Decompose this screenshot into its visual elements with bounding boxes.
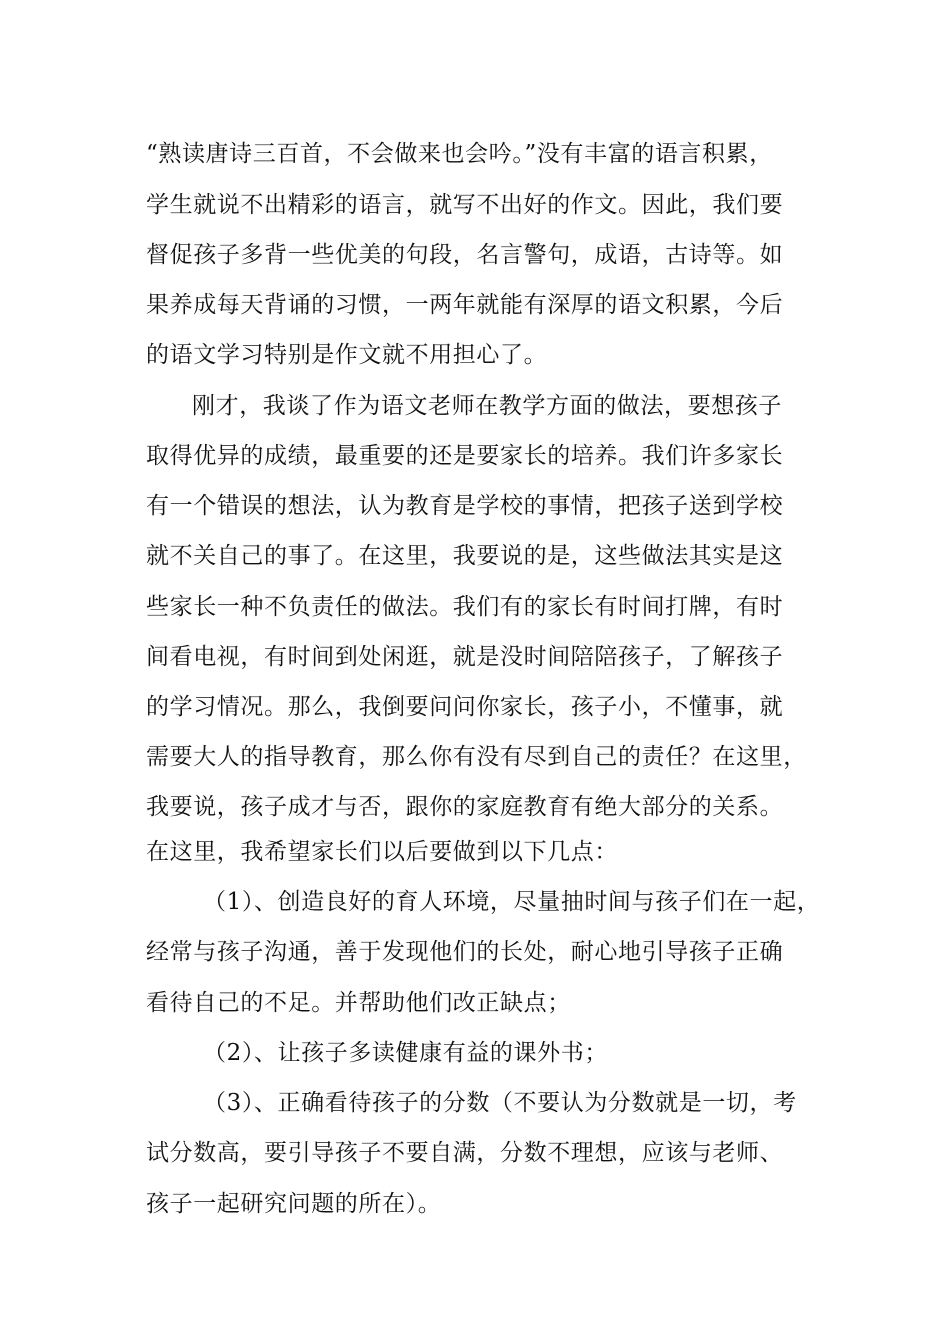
- paragraph-1-line-1: “熟读唐诗三百首，不会做来也会吟。”没有丰富的语言积累，: [146, 141, 773, 167]
- paragraph-1-line-2: 学生就说不出精彩的语言，就写不出好的作文。因此，我们要: [146, 192, 784, 218]
- list-item-3-line-2: 试分数高，要引导孩子不要自满，分数不理想，应该与老师、: [146, 1140, 784, 1166]
- paragraph-1-line-5: 的语文学习特别是作文就不用担心了。: [146, 342, 548, 368]
- paragraph-2-line-1: 刚才，我谈了作为语文老师在教学方面的做法，要想孩子: [192, 393, 782, 419]
- paragraph-2-line-8: 需要大人的指导教育，那么你有没有尽到自己的责任？在这里，: [146, 744, 807, 770]
- list-item-1-line-2: 经常与孩子沟通，善于发现他们的长处，耐心地引导孩子正确: [146, 939, 784, 965]
- list-item-1-line-3: 看待自己的不足。并帮助他们改正缺点；: [146, 990, 571, 1016]
- list-item-2-line-1: （2）、让孩子多读健康有益的课外书；: [203, 1040, 608, 1066]
- paragraph-2-line-2: 取得优异的成绩，最重要的还是要家长的培养。我们许多家长: [146, 443, 784, 469]
- list-item-3-line-3: 孩子一起研究问题的所在）。: [146, 1191, 442, 1217]
- list-item-1-line-1: （1）、创造良好的育人环境，尽量抽时间与孩子们在一起，: [203, 889, 821, 915]
- paragraph-2-line-5: 些家长一种不负责任的做法。我们有的家长有时间打牌，有时: [146, 594, 784, 620]
- paragraph-3-line-1: 在这里，我希望家长们以后要做到以下几点：: [146, 839, 618, 865]
- paragraph-2-line-6: 间看电视，有时间到处闲逛，就是没时间陪陪孩子，了解孩子: [146, 644, 784, 670]
- paragraph-2-line-7: 的学习情况。那么，我倒要问问你家长，孩子小，不懂事，就: [146, 694, 784, 720]
- paragraph-1-line-3: 督促孩子多背一些优美的句段，名言警句，成语，古诗等。如: [146, 242, 784, 268]
- paragraph-1-line-4: 果养成每天背诵的习惯，一两年就能有深厚的语文积累，今后: [146, 292, 784, 318]
- list-item-3-line-1: （3）、正确看待孩子的分数（不要认为分数就是一切，考: [203, 1090, 797, 1116]
- paragraph-2-line-4: 就不关自己的事了。在这里，我要说的是，这些做法其实是这: [146, 543, 784, 569]
- paragraph-2-line-3: 有一个错误的想法，认为教育是学校的事情，把孩子送到学校: [146, 493, 784, 519]
- paragraph-2-line-9: 我要说，孩子成才与否，跟你的家庭教育有绝大部分的关系。: [146, 794, 784, 820]
